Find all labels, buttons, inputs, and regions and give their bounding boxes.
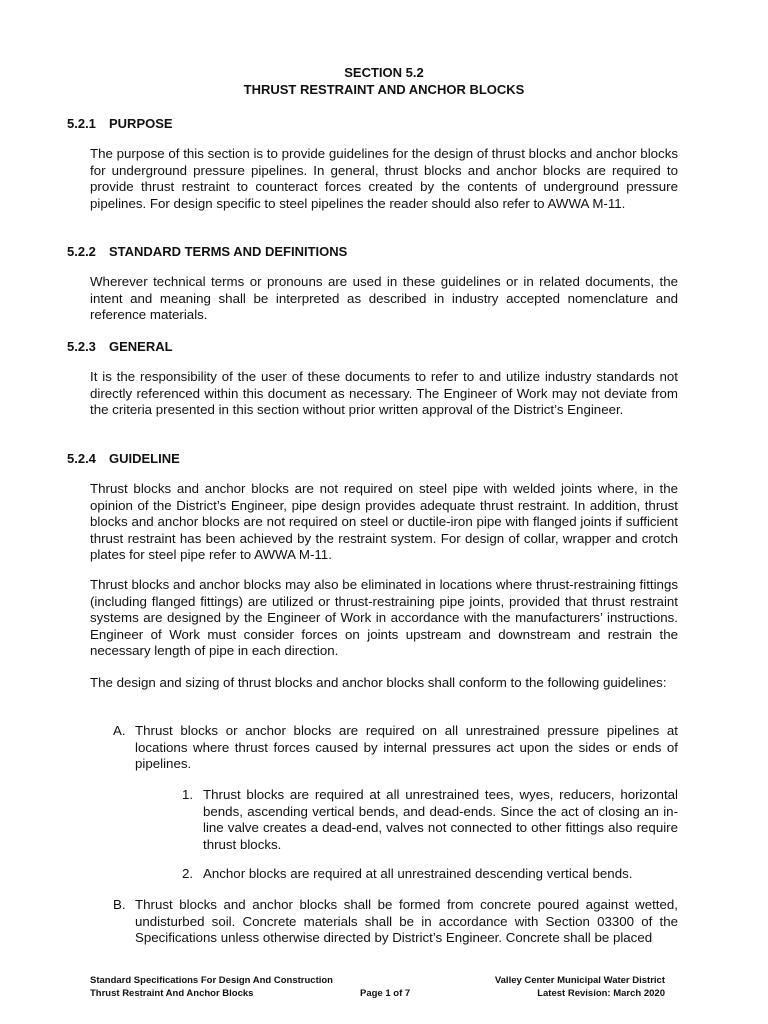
heading-guideline: [67, 451, 180, 466]
purpose-paragraph: The purpose of this section is to provide guidelines for the design of thrust blocks and anchor blocks for underground pressure pipelines. In general, thrust blocks and anchor blocks are required to provide thrust restraint to counteract forces created by the contents of underground pressure pipelines. For design specific to steel pipelines the reader should also refer to AWWA M-11.: [90, 146, 678, 211]
footer-page-number: Page 1 of 7: [360, 988, 411, 999]
heading-text: PURPOSE: [109, 116, 173, 131]
sublist-marker-1: 1.: [182, 787, 194, 802]
heading-text: GENERAL: [109, 339, 173, 354]
heading-number: 5.2.2: [67, 244, 96, 259]
footer-right: [495, 974, 665, 1000]
footer-district: Valley Center Municipal Water District: [494, 975, 665, 986]
footer-revision: Latest Revision: March 2020: [537, 988, 665, 999]
terms-paragraph: Wherever technical terms or pronouns are used in these guidelines or in related documents, the intent and meaning shall be interpreted as described in industry accepted nomenclature and reference materials.: [90, 274, 678, 323]
footer-left: [90, 974, 333, 1000]
guideline-paragraph-1: Thrust blocks and anchor blocks are not required on steel pipe with welded joints where, in the opinion of the District’s Engineer, pipe design provides adequate thrust restraint. In addition, thrust blocks and anchor blocks are not required on steel or ductile-iron pipe with flanged joints if sufficient thrust restraint has been achieved by the restraint system. For design of collar, wrapper and crotch plates for steel pipe refer to AWWA M-11.: [90, 481, 678, 563]
sublist-item-1: Thrust blocks are required at all unrestrained tees, wyes, reducers, horizontal bends, ascending vertical bends, and dead-ends. Since the act of closing an in-line valve creates a dead-end, valves not connected to other fittings also require thrust blocks.: [203, 787, 678, 852]
heading-number: 5.2.4: [67, 451, 96, 466]
list-marker-b: B.: [113, 897, 126, 912]
heading-number: 5.2.3: [67, 339, 96, 354]
heading-purpose: [67, 116, 173, 131]
list-item-b: Thrust blocks and anchor blocks shall be formed from concrete poured against wetted, undisturbed soil. Concrete materials shall be in accordance with Section 03300 of the Specifications unless otherwise directed by District’s Engineer. Concrete shall be placed: [135, 897, 678, 946]
section-title: THRUST RESTRAINT AND ANCHOR BLOCKS: [243, 82, 525, 97]
heading-terms: [67, 244, 347, 259]
sublist-item-2: Anchor blocks are required at all unrestrained descending vertical bends.: [203, 866, 633, 881]
sublist-marker-2: 2.: [182, 866, 194, 881]
list-marker-a: A.: [113, 723, 126, 738]
footer-section-title: Thrust Restraint And Anchor Blocks: [90, 988, 254, 999]
general-paragraph: It is the responsibility of the user of these documents to refer to and utilize industry standards not directly referenced within this document as necessary. The Engineer of Work may not deviate from the criteria presented in this section without prior written approval of the District’s Engineer.: [90, 369, 678, 418]
list-item-a: Thrust blocks or anchor blocks are required on all unrestrained pressure pipelines at locations where thrust forces caused by internal pressures act upon the sides or ends of pipelines.: [135, 723, 678, 772]
guideline-paragraph-3: The design and sizing of thrust blocks and anchor blocks shall conform to the following guidelines:: [90, 675, 667, 690]
guideline-paragraph-2: Thrust blocks and anchor blocks may also be eliminated in locations where thrust-restraining fittings (including flanged fittings) are utilized or thrust-restraining pipe joints, provided that thrust restraint systems are designed by the Engineer of Work in accordance with the manufacturers’ instructions. Engineer of Work must consider forces on joints upstream and downstream and restrain the necessary length of pipe in each direction.: [90, 577, 678, 659]
heading-number: 5.2.1: [67, 116, 96, 131]
heading-general: [67, 339, 173, 354]
heading-text: GUIDELINE: [109, 451, 180, 466]
section-number: SECTION 5.2: [344, 65, 424, 80]
footer-spec-title: Standard Specifications For Design And Construction: [90, 975, 333, 986]
heading-text: STANDARD TERMS AND DEFINITIONS: [109, 244, 348, 259]
